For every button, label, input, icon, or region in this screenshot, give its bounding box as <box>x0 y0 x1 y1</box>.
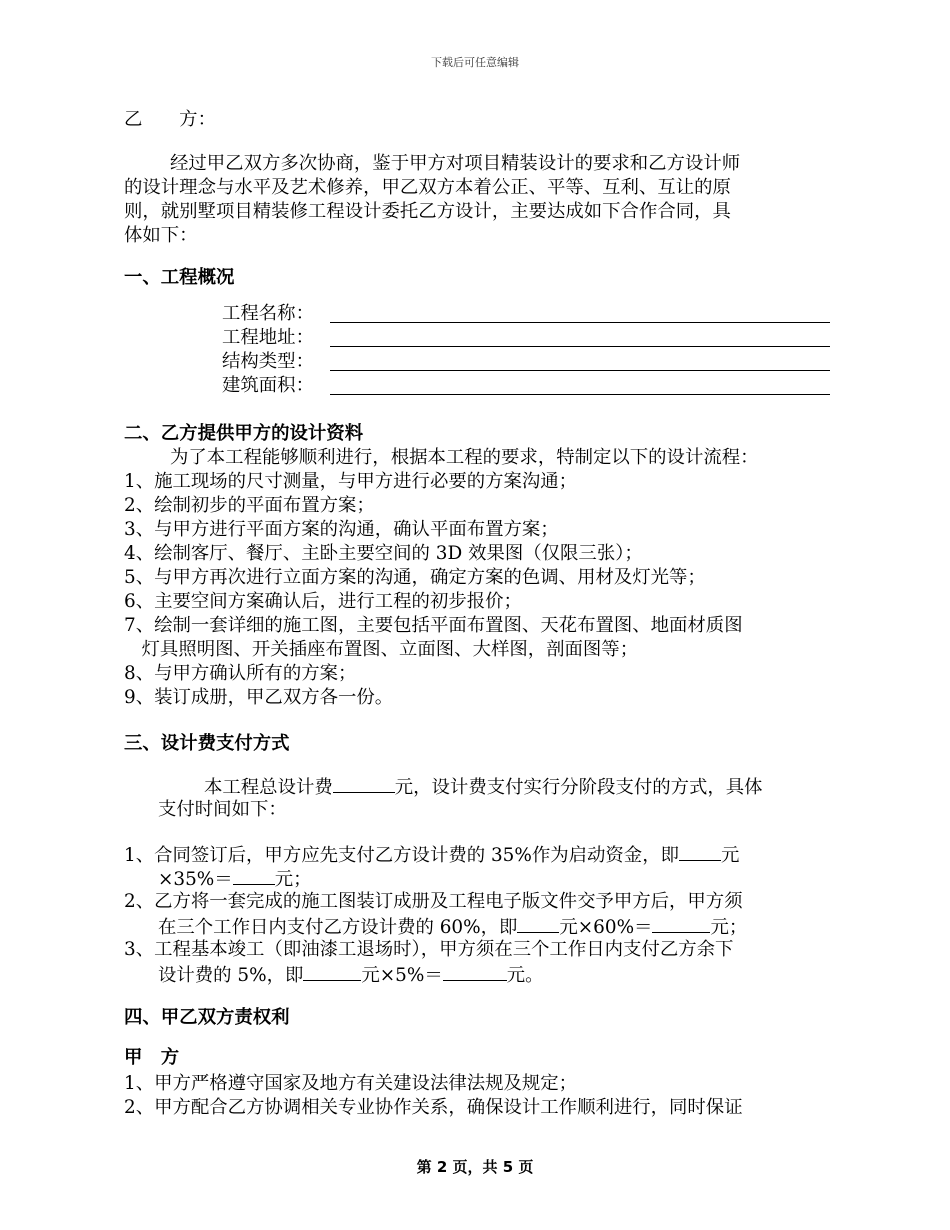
payment-1 <box>124 842 739 868</box>
field-label: 结构类型： <box>222 351 314 372</box>
section-2-title: 二、乙方提供甲方的设计资料 <box>124 423 364 444</box>
payment-text: 在三个工作日内支付乙方设计费的 60%，即 <box>158 917 518 938</box>
payment-text: ×35%＝ <box>158 869 233 890</box>
payment-3: 3、工程基本竣工（即油漆工退场时），甲方须在三个工作日内支付乙方余下 <box>124 939 734 960</box>
section-2-lead: 为了本工程能够顺利进行，根据本工程的要求，特制定以下的设计流程： <box>170 447 759 468</box>
payment-2-cont <box>158 914 747 940</box>
field-label: 建筑面积： <box>222 375 314 396</box>
intro-line: 则，就别墅项目精装修工程设计委托乙方设计，主要达成如下合作合同，具 <box>124 201 731 222</box>
payment-blank <box>233 866 275 885</box>
payment-text: 元； <box>274 869 312 890</box>
party-b-label: 乙 方： <box>124 109 216 130</box>
field-blank-line <box>330 346 830 347</box>
page-header: 下载后可任意编辑 <box>431 56 519 69</box>
page-footer: 第 2 页，共 5 页 <box>416 1158 534 1176</box>
intro-line: 的设计理念与水平及艺术修养，甲乙双方本着公正、平等、互利、互让的原 <box>124 177 731 198</box>
obligation-item: 1、甲方严格遵守国家及地方有关建设法律法规及规定； <box>124 1073 578 1094</box>
intro-line: 体如下： <box>124 225 198 246</box>
section-3-title: 三、设计费支付方式 <box>124 733 290 754</box>
field-label: 工程名称： <box>222 303 314 324</box>
field-blank-line <box>330 394 830 395</box>
payment-1-cont <box>158 866 311 892</box>
obligation-item: 2、甲方配合乙方协调相关专业协作关系，确保设计工作顺利进行，同时保证 <box>124 1097 743 1118</box>
payment-text: 元×5%＝ <box>361 965 443 986</box>
field-blank-line <box>330 322 830 323</box>
party-a-heading: 甲 方 <box>124 1047 180 1068</box>
fee-line: 支付时间如下： <box>158 799 287 820</box>
fee-blank <box>333 774 395 793</box>
section-4-title: 四、甲乙双方责权利 <box>124 1007 290 1028</box>
payment-text: 元； <box>710 917 748 938</box>
payment-blank <box>303 962 361 981</box>
process-item: 3、与甲方进行平面方案的沟通，确认平面布置方案； <box>124 519 559 540</box>
fee-line <box>204 774 763 800</box>
process-item: 5、与甲方再次进行立面方案的沟通，确定方案的色调、用材及灯光等； <box>124 567 706 588</box>
payment-blank <box>679 842 721 861</box>
process-item: 1、施工现场的尺寸测量，与甲方进行必要的方案沟通； <box>124 471 578 492</box>
process-item: 6、主要空间方案确认后，进行工程的初步报价； <box>124 591 522 612</box>
payment-2: 2、乙方将一套完成的施工图装订成册及工程电子版文件交予甲方后，甲方须 <box>124 891 743 912</box>
payment-text: 设计费的 5%，即 <box>158 965 304 986</box>
payment-text: 1、合同签订后，甲方应先支付乙方设计费的 35%作为启动资金，即 <box>124 845 679 866</box>
payment-text: 元 <box>720 845 740 866</box>
process-item: 灯具照明图、开关插座布置图、立面图、大样图，剖面图等； <box>124 639 639 660</box>
payment-blank <box>517 914 559 933</box>
payment-text: 元×60%＝ <box>559 917 653 938</box>
payment-3-cont <box>158 962 544 988</box>
process-item: 2、绘制初步的平面布置方案； <box>124 495 375 516</box>
fee-text: 元，设计费支付实行分阶段支付的方式，具体 <box>394 777 763 798</box>
payment-blank <box>443 962 507 981</box>
field-blank-line <box>330 370 830 371</box>
payment-blank <box>652 914 710 933</box>
payment-text: 元。 <box>506 965 544 986</box>
fee-text: 本工程总设计费 <box>204 777 333 798</box>
field-label: 工程地址： <box>222 327 314 348</box>
process-item: 7、绘制一套详细的施工图，主要包括平面布置图、天花布置图、地面材质图 <box>124 615 743 636</box>
process-item: 9、装订成册，甲乙双方各一份。 <box>124 687 394 708</box>
section-1-title: 一、工程概况 <box>124 267 235 288</box>
intro-line: 经过甲乙双方多次协商，鉴于甲方对项目精装设计的要求和乙方设计师 <box>170 153 741 174</box>
process-item: 8、与甲方确认所有的方案； <box>124 663 357 684</box>
process-item: 4、绘制客厅、餐厅、主卧主要空间的 3D 效果图（仅限三张）； <box>124 543 643 564</box>
